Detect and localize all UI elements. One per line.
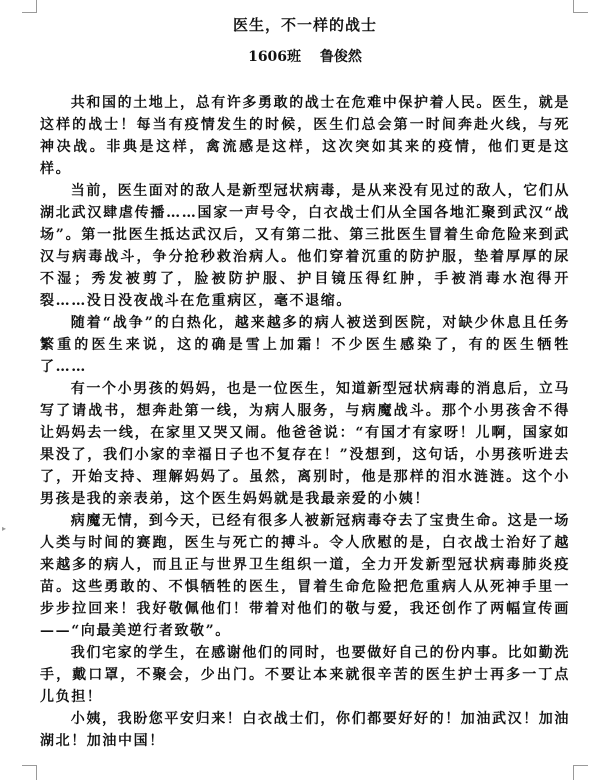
paragraph-7: 小姨，我盼您平安归来！白衣战士们，你们都要好好的！加油武汉！加油湖北！加油中国！ — [40, 711, 570, 749]
paragraph-1: 共和国的土地上，总有许多勇敢的战士在危难中保护着人民。医生，就是这样的战士！每当有疫情发生的时候，医生们总会第一时间奔赴火线，与死神决战。非典是这样，禽流感是这样，这次突如其来的疫情，他们更是这样。 — [40, 95, 570, 177]
document-title: 医生，不一样的战士 — [232, 16, 377, 34]
paragraph-3: 随着“战争”的白热化，越来越多的病人被送到医院，对缺少休息且任务繁重的医生来说，这的确是雪上加霜！不少医生感染了，有的医生牺牲了…… — [40, 315, 570, 375]
paragraph-2: 当前，医生面对的敌人是新型冠状病毒，是从来没有见过的敌人，它们从湖北武汉肆虐传播……国家一声号令，白衣战士们从全国各地汇聚到武汉“战场”。第一批医生抵达武汉后，又有第二批、第三批医生冒着生命危险来到武汉与病毒战斗，争分抢秒救治病人。他们穿着沉重的防护服，垫着厚厚的尿不湿；秀发被剪了，脸被防护服、护目镜压得红肿，手被消毒水泡得开裂……没日没夜战斗在危重病区，毫不退缩。 — [40, 183, 570, 309]
paragraph-5: 病魔无情，到今天，已经有很多人被新冠病毒夺去了宝贵生命。这是一场人类与时间的赛跑，医生与死亡的搏斗。令人欣慰的是，白衣战士治好了越来越多的病人，而且正与世界卫生组织一道，全力开发新型冠状病毒肺炎疫苗。这些勇敢的、不惧牺牲的医生，冒着生命危险把危重病人从死神手里一步步拉回来！我好敬佩他们！带着对他们的敬与爱，我还创作了两幅宣传画——“向最美逆行者致敬”。 — [40, 513, 570, 639]
crop-mark-top-right — [573, 0, 588, 13]
paragraph-6: 我们宅家的学生，在感谢他们的同时，也要做好自己的份内事。比如勤洗手，戴口罩，不聚会，少出门。不要让本来就很辛苦的医生护士再多一丁点儿负担！ — [40, 645, 570, 705]
crop-mark-top-left — [22, 0, 37, 13]
margin-arrow-icon: ▸ — [2, 524, 7, 533]
author-byline: 1606班 鲁俊然 — [248, 49, 362, 65]
paragraph-4: 有一个小男孩的妈妈，也是一位医生，知道新型冠状病毒的消息后，立马写了请战书，想奔赴第一线，为病人服务，与病魔战斗。那个小男孩舍不得让妈妈去一线，在家里又哭又闹。他爸爸说：“有国才有家呀！儿啊，国家如果没了，我们小家的幸福日子也不复存在！”没想到，这句话，小男孩听进去了，开始支持、理解妈妈了。虽然，离别时，他是那样的泪水涟涟。这个小男孩是我的亲表弟，这个医生妈妈就是我最亲爱的小姨！ — [40, 381, 570, 507]
document-body — [40, 92, 570, 752]
